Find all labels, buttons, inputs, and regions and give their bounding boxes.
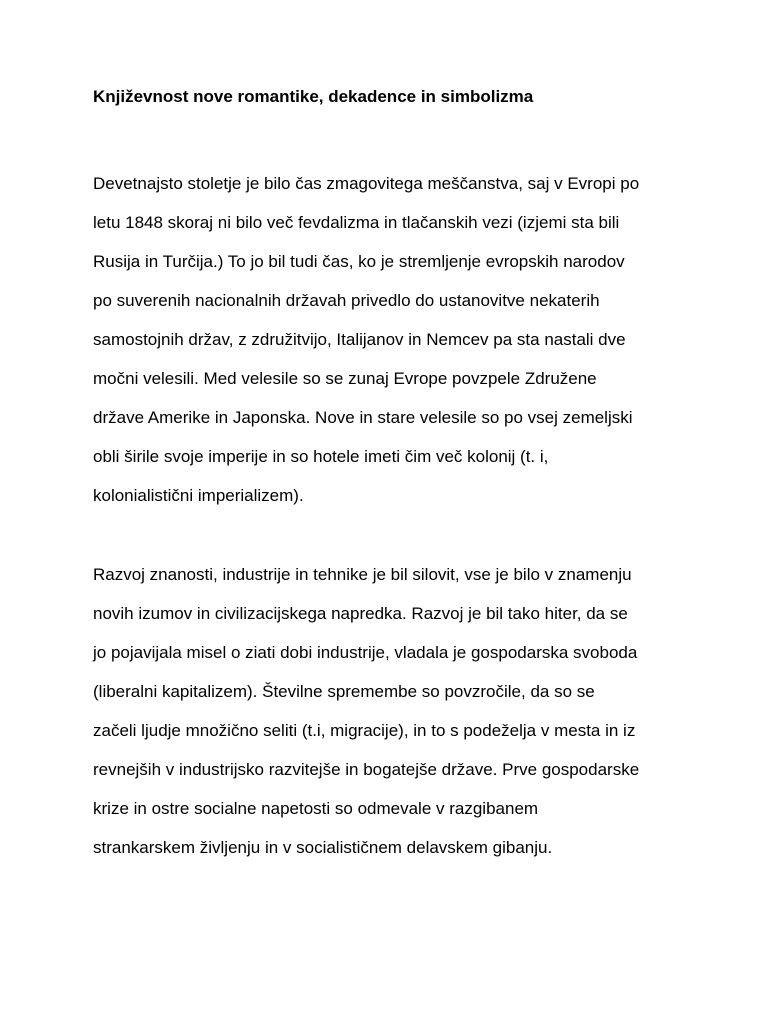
text-line: države Amerike in Japonska. Nove in stare velesile so po vsej zemeljski [93,408,633,427]
text-line: (liberalni kapitalizem). Številne spremembe so povzročile, da so se [93,682,595,701]
text-line: Razvoj znanosti, industrije in tehnike je bil silovit, vse je bilo v znamenju [93,565,632,584]
text-line: kolonialistični imperializem). [93,486,304,505]
document-title: Književnost nove romantike, dekadence in simbolizma [93,87,534,106]
text-line: močni velesili. Med velesile so se zunaj Evrope povzpele Združene [93,369,597,388]
text-line: strankarskem življenju in v socialističnem delavskem gibanju. [93,838,553,857]
text-line: novih izumov in civilizacijskega napredka. Razvoj je bil tako hiter, da se [93,604,628,623]
paragraph-1 [93,164,728,515]
text-line: začeli ljudje množično seliti (t.i, migracije), in to s podeželja v mesta in iz [93,721,636,740]
text-line: obli širile svoje imperije in so hotele imeti čim več kolonij (t. i, [93,447,549,466]
text-line: jo pojavijala misel o ziati dobi industrije, vladala je gospodarska svoboda [93,643,638,662]
text-line: samostojnih držav, z združitvijo, Italijanov in Nemcev pa sta nastali dve [93,330,626,349]
text-line: revnejših v industrijsko razvitejše in bogatejše države. Prve gospodarske [93,760,640,779]
text-line: po suverenih nacionalnih državah privedlo do ustanovitve nekaterih [93,291,600,310]
paragraph-2 [93,555,728,867]
text-line: krize in ostre socialne napetosti so odmevale v razgibanem [93,799,539,818]
text-line: Rusija in Turčija.) To jo bil tudi čas, ko je stremljenje evropskih narodov [93,252,625,271]
text-line: letu 1848 skoraj ni bilo več fevdalizma in tlačanskih vezi (izjemi sta bili [93,213,620,232]
text-line: Devetnajsto stoletje je bilo čas zmagovitega meščanstva, saj v Evropi po [93,174,640,193]
